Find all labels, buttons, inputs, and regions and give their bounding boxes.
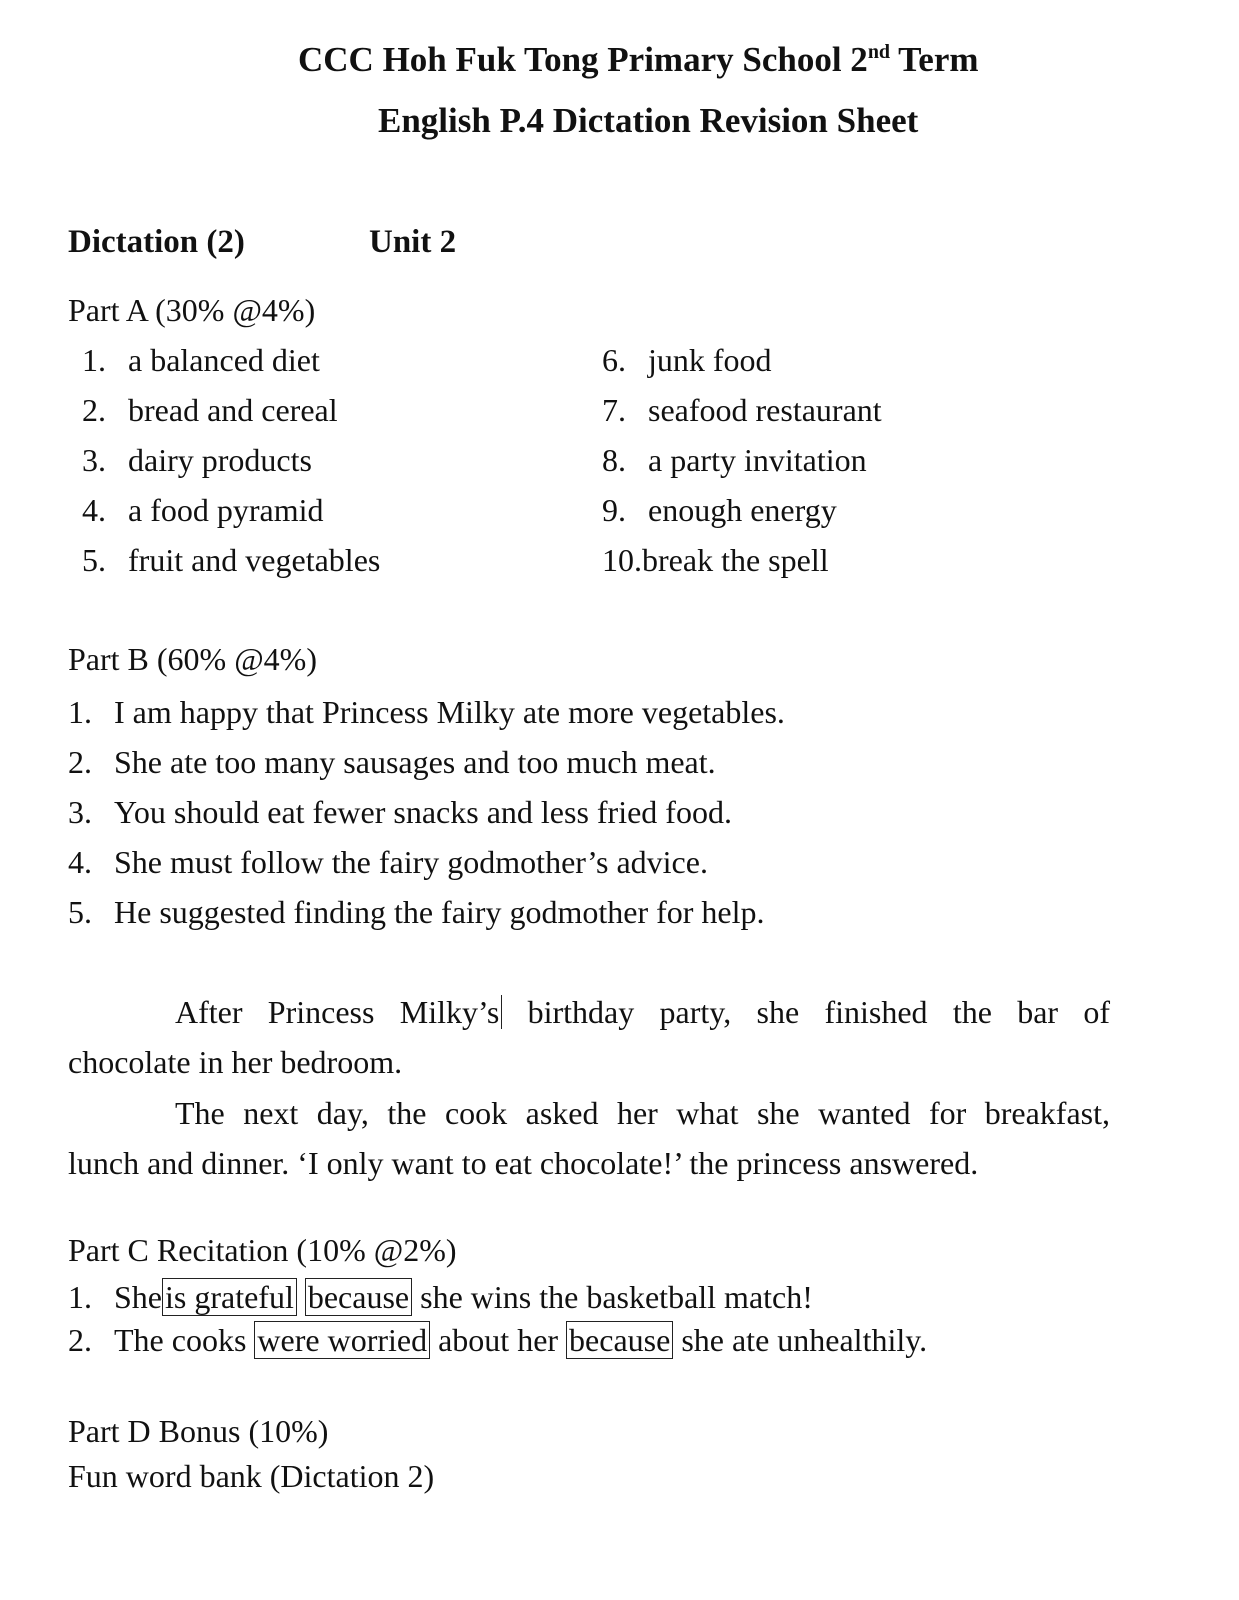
- passage-line: chocolate in her bedroom.: [68, 1044, 403, 1080]
- boxed-phrase: is grateful: [162, 1278, 297, 1316]
- unit-label: Unit 2: [369, 224, 457, 260]
- list-item: 4. a food pyramid: [82, 492, 324, 528]
- part-d-heading: Part D Bonus (10%): [68, 1413, 329, 1449]
- title-superscript: nd: [867, 41, 891, 63]
- list-item: 10.break the spell: [602, 542, 829, 578]
- boxed-phrase: because: [566, 1321, 673, 1359]
- part-a-heading: Part A (30% @4%): [68, 292, 316, 328]
- part-b-heading: Part B (60% @4%): [68, 641, 317, 677]
- passage-line: The next day, the cook asked her what she wanted for breakfast,: [175, 1095, 1110, 1131]
- list-item: 2. bread and cereal: [82, 392, 338, 428]
- list-item: 1. a balanced diet: [82, 342, 320, 378]
- list-item: 6. junk food: [602, 342, 772, 378]
- boxed-phrase: were worried: [254, 1321, 430, 1359]
- list-item: 7. seafood restaurant: [602, 392, 882, 428]
- list-item: 3. dairy products: [82, 442, 312, 478]
- title-text: CCC Hoh Fuk Tong Primary School 2: [298, 40, 868, 79]
- page-title: [298, 40, 979, 80]
- list-item: 2. She ate too many sausages and too much meat.: [68, 744, 716, 780]
- passage-line: lunch and dinner. ‘I only want to eat chocolate!’ the princess answered.: [68, 1145, 979, 1181]
- recitation-item: 1. Sheis grateful because she wins the basketball match!: [68, 1279, 813, 1315]
- list-item: 5. fruit and vegetables: [82, 542, 381, 578]
- list-item: 5. He suggested finding the fairy godmother for help.: [68, 894, 765, 930]
- list-item: 1. I am happy that Princess Milky ate more vegetables.: [68, 694, 785, 730]
- title-suffix: Term: [890, 40, 979, 79]
- boxed-phrase: because: [305, 1278, 412, 1316]
- list-item: 4. She must follow the fairy godmother’s advice.: [68, 844, 708, 880]
- list-item: 8. a party invitation: [602, 442, 867, 478]
- part-c-heading: Part C Recitation (10% @2%): [68, 1232, 457, 1268]
- part-d-line: Fun word bank (Dictation 2): [68, 1458, 435, 1494]
- list-item: 3. You should eat fewer snacks and less fried food.: [68, 794, 732, 830]
- dictation-label: Dictation (2): [68, 224, 245, 260]
- list-item: 9. enough energy: [602, 492, 837, 528]
- passage-line: After Princess Milky’s birthday party, she finished the bar of: [175, 994, 1111, 1030]
- page-subtitle: English P.4 Dictation Revision Sheet: [378, 101, 919, 140]
- recitation-item: 2. The cooks were worried about her because she ate unhealthily.: [68, 1322, 928, 1358]
